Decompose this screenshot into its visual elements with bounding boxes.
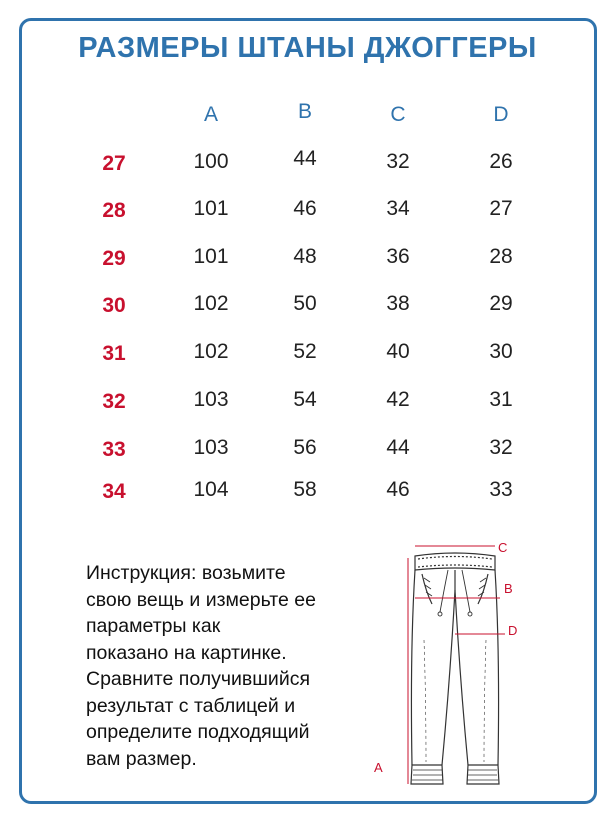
table-cell: 103 [193, 436, 229, 459]
table-cell: 58 [293, 478, 317, 501]
size-label: 28 [102, 199, 126, 222]
size-label: 33 [102, 438, 126, 461]
table-cell: 102 [193, 292, 229, 315]
column-header-b: B [297, 100, 312, 123]
table-cell: 56 [293, 436, 317, 459]
measurement-lines [408, 546, 505, 784]
table-row [0, 197, 615, 227]
instruction-line: Инструкция: возьмите [86, 562, 286, 584]
size-label: 32 [102, 390, 126, 413]
size-label: 29 [102, 247, 126, 270]
table-cell: 103 [193, 388, 229, 411]
size-label: 34 [102, 480, 126, 503]
table-cell: 33 [489, 478, 513, 501]
measure-label-d: D [508, 623, 518, 638]
instruction-text [86, 560, 376, 772]
table-cell: 52 [293, 340, 317, 363]
table-cell: 29 [489, 292, 513, 315]
page-title: РАЗМЕРЫ ШТАНЫ ДЖОГГЕРЫ [78, 32, 537, 64]
table-cell: 26 [489, 150, 513, 173]
table-row [0, 436, 615, 466]
instruction-line: Сравните получившийся [86, 668, 311, 690]
column-header-c: C [390, 103, 406, 126]
size-label: 27 [102, 152, 126, 175]
table-cell: 27 [489, 197, 513, 220]
column-header-d: D [493, 103, 509, 126]
measure-label-c: C [498, 540, 508, 555]
table-cell: 101 [193, 245, 229, 268]
instruction-line: результат с таблицей и [86, 694, 296, 717]
instruction-line: параметры как [86, 615, 221, 637]
table-cell: 32 [489, 436, 513, 459]
instruction-line: показано на картинке. [86, 641, 287, 664]
table-cell: 46 [386, 478, 410, 501]
table-row [0, 388, 615, 418]
table-cell: 104 [193, 478, 229, 501]
table-cell: 48 [293, 245, 317, 268]
table-cell: 102 [193, 340, 229, 363]
size-label: 31 [102, 342, 126, 365]
table-cell: 31 [489, 388, 513, 411]
table-cell: 38 [386, 292, 410, 315]
measure-label-b: B [504, 581, 513, 596]
size-label: 30 [102, 294, 126, 317]
table-cell: 44 [386, 436, 410, 459]
table-row [0, 478, 615, 508]
table-cell: 100 [193, 150, 229, 173]
table-row [0, 147, 615, 180]
table-cell: 28 [489, 245, 513, 268]
table-row [0, 245, 615, 275]
table-cell: 44 [293, 147, 317, 170]
table-cell: 30 [489, 340, 513, 363]
table-cell: 32 [386, 150, 410, 173]
table-row [0, 292, 615, 322]
table-cell: 50 [293, 292, 317, 315]
table-row [0, 340, 615, 370]
table-cell: 54 [293, 388, 317, 411]
table-cell: 46 [293, 197, 317, 220]
instruction-line: определите подходящий [86, 721, 310, 743]
table-cell: 101 [193, 197, 229, 220]
instruction-line: свою вещь и измерьте ее [86, 588, 316, 611]
table-cell: 34 [386, 197, 410, 220]
jogger-pants-diagram [360, 530, 540, 800]
instruction-line: вам размер. [86, 747, 197, 770]
table-cell: 42 [386, 388, 410, 411]
measure-label-a: A [374, 760, 383, 775]
table-cell: 40 [386, 340, 410, 363]
pants-outline [411, 553, 499, 784]
column-header-a: A [203, 103, 218, 126]
table-cell: 36 [386, 245, 410, 268]
